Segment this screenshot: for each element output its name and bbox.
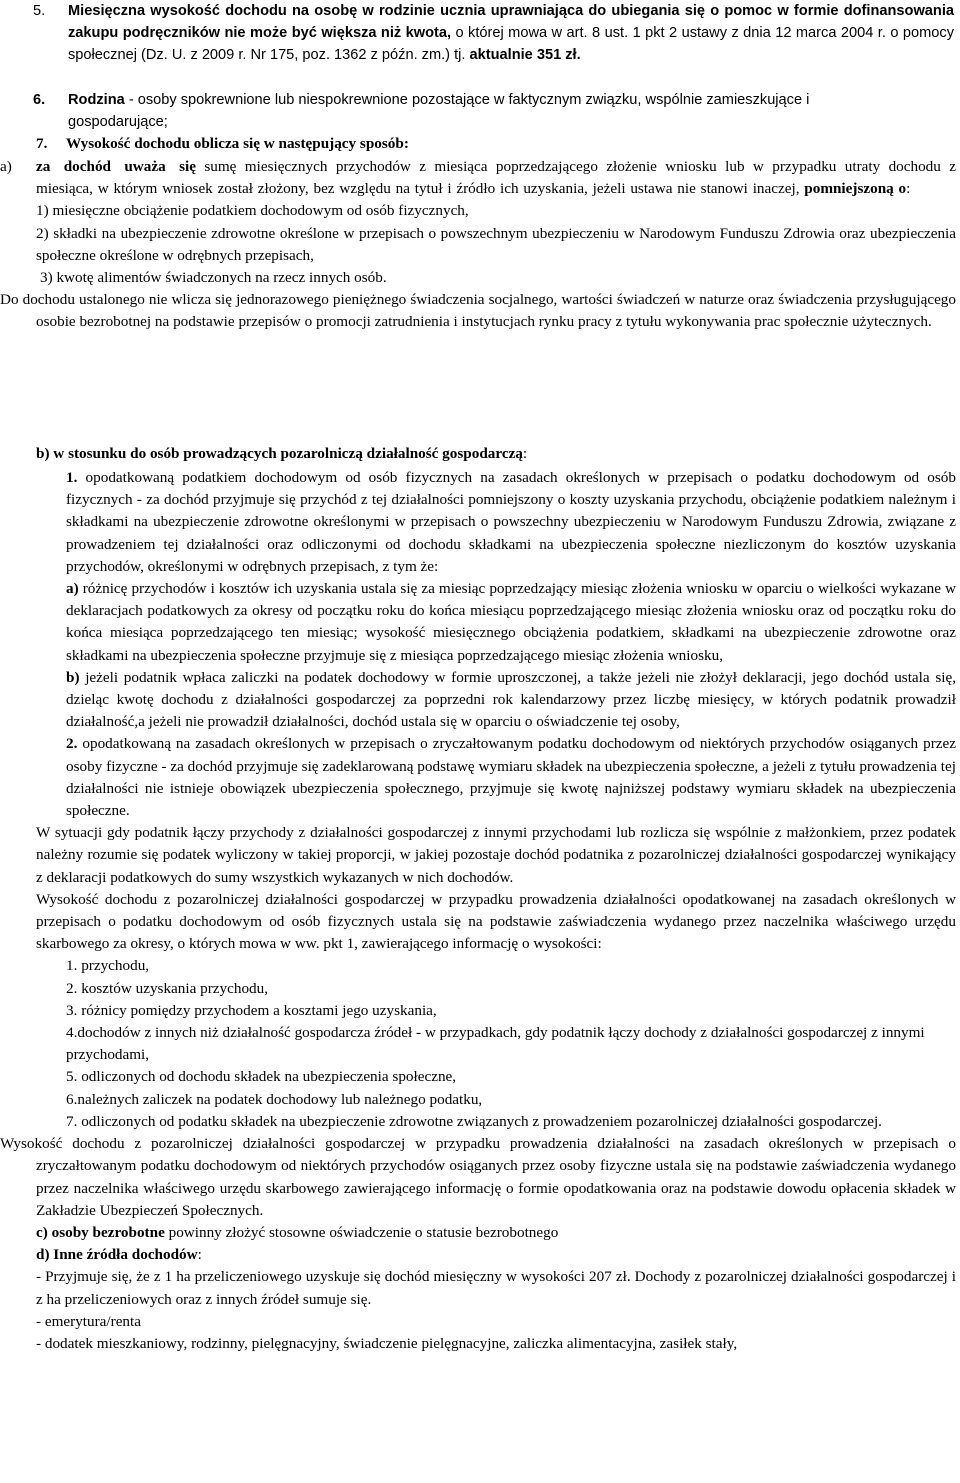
- flat-rate-paragraph: Wysokość dochodu z pozarolniczej działalności gospodarczej w przypadku prowadzenia działalności na zasadach określonych w przepisach o zryczałtowanym podatku dochodowym od niektórych przychodów osiąganych przez osoby fizyczne ustala się na podstawie zaświadczenia wydanego przez naczelnika właściwego urzędu skarbowego zawierającego informację o formie opodatkowania oraz na podstawie dowodu opłacenia składek w Zakładzie Ubezpieczeń Społecznych.: [0, 1135, 956, 1219]
- section-b-point-1: [0, 467, 956, 1355]
- section-d-item-2: - emerytura/renta: [36, 1312, 141, 1330]
- section-a: [0, 156, 956, 334]
- item-5: [0, 0, 954, 67]
- cert-item-5: 5. odliczonych od dochodu składek na ubezpieczenia społeczne,: [66, 1068, 457, 1086]
- section-b-heading-colon: :: [522, 445, 528, 462]
- section-a-label: a): [0, 158, 12, 175]
- section-d-item-1: - Przyjmuje się, że z 1 ha przeliczeniowego uzyskuje się dochód miesięczny w wysokości 207 zł. Dochody z pozarolniczej działalności gospodarczej i z ha przeliczeniowych oraz z innych źródeł sumuje się.: [36, 1268, 956, 1308]
- item-6-number: 6.: [33, 92, 46, 108]
- item-7-heading: Wysokość dochodu oblicza się w następujący sposób:: [66, 135, 409, 152]
- point-1a-body: różnicę przychodów i kosztów ich uzyskania ustala się za miesiąc poprzedzający miesiąc złożenia wniosku w oparciu o wielkości wykazane w deklaracjach podatkowych za okresy od początku roku do końca miesiącu poprzedzającego miesiąc złożenia wniosku oraz od początku roku do końca miesiąca poprzedzającego ten miesiąc; wysokość miesięcznego obciążenia podatkiem, składkami na ubezpieczenie zdrowotne oraz składkami na ubezpieczenia społeczne przyjmuje się z miesiąca poprzedzającego miesiąc złożenia wniosku,: [66, 580, 956, 664]
- section-c: [0, 1222, 956, 1244]
- point-1-body: opodatkowaną podatkiem dochodowym od osób fizycznych na zasadach określonych w przepisach o podatku dochodowym od osób fizycznych - za dochód przyjmuje się przychód z tej działalności pomniejszony o koszty uzyskania przychodu, obciążenie podatkiem należnym i składkami na ubezpieczenie zdrowotne określonymi w przepisach o powszechny ubezpieczeniu w Narodowym Funduszu Zdrowia, związane z prowadzeniem tej działalności oraz odliczonymi od dochodu składkami na ubezpieczenia społeczne niezliczonym do kosztów uzyskania przychodów, określonymi w odrębnych przepisach, z tym że:: [66, 469, 956, 575]
- point-2-number: 2.: [66, 735, 78, 753]
- point-1a-label: a): [66, 580, 79, 598]
- joint-income-paragraph: W sytuacji gdy podatnik łączy przychody z działalności gospodarczej z innymi przychodami lub rozlicza się wspólnie z małżonkiem, przez podatek należny rozumie się podatek wyliczony w takiej proporcji, w jakiej pozostaje dochód podatnika z pozarolniczej działalności gospodarczej wynikający z deklaracji podatkowych do sumy wszystkich wykazanych w nich dochodów.: [36, 824, 956, 886]
- item-5-amount: aktualnie 351 zł.: [469, 47, 581, 64]
- section-b-heading-bold: b) w stosunku do osób prowadzących pozarolniczą działalność gospodarczą: [36, 445, 523, 462]
- item-6-rest: - osoby spokrewnione lub niespokrewnione pozostające w faktycznym związku, wspólnie zamieszkujące i gospodarujące;: [68, 92, 810, 131]
- deduction-2: 2) składki na ubezpieczenie zdrowotne określone w przepisach o powszechnym ubezpieczeniu w Narodowym Funduszu Zdrowia oraz ubezpieczenia społeczne określone w odrębnych przepisach,: [36, 224, 956, 264]
- point-2-body: opodatkowaną na zasadach określonych w przepisach o zryczałtowanym podatku dochodowym od niektórych przychodów osiąganych przez osoby fizyczne - za dochód przyjmuje się zadeklarowaną podstawę wymiaru składek na ubezpieczenia społeczne, a jeżeli z tytułu prowadzenia tej działalności nie istnieje obowiązek ubezpieczenia społecznego, przyjmuje się kwotę najniższej podstawy wymiaru składek na ubezpieczenia społeczne.: [66, 735, 956, 820]
- item-5-number: 5.: [33, 3, 46, 19]
- point-1b-body: jeżeli podatnik wpłaca zaliczki na podatek dochodowy w formie uproszczonej, a także jeżeli nie złożył deklaracji, jego dochód ustala się, dzieląc kwotę dochodu z działalności gospodarczej za poprzedni rok kalendarzowy przez liczbę miesięcy, w których podatnik prowadził działalność,a jeżeli nie prowadził działalności, dochód ustala się w oparciu o oświadczenie tej osoby,: [66, 668, 956, 731]
- section-a-reduced: pomniejszoną o: [804, 180, 907, 198]
- item-5-bold: Miesięczna wysokość dochodu na osobę w rodzinie ucznia uprawniająca do ubiegania się o pomoc w formie dofinansowania zakupu podręczników nie może być większa niż kwota,: [68, 3, 954, 42]
- cert-item-2: 2. kosztów uzyskania przychodu,: [66, 979, 269, 997]
- cert-item-3: 3. różnicy pomiędzy przychodem a kosztami jego uzyskania,: [66, 1001, 437, 1019]
- point-2: [0, 733, 956, 822]
- section-d-bold: d) Inne źródła dochodów: [36, 1246, 198, 1264]
- section-b: [0, 445, 956, 465]
- point-1b-label: b): [66, 668, 80, 686]
- deduction-1: 1) miesięczne obciążenie podatkiem dochodowym od osób fizycznych,: [36, 202, 469, 220]
- cert-item-1: 1. przychodu,: [66, 957, 150, 975]
- section-c-bold: c) osoby bezrobotne: [36, 1223, 165, 1241]
- section-a-colon: :: [906, 180, 911, 198]
- item-6-bold: Rodzina: [68, 92, 125, 108]
- tax-certificate-paragraph: Wysokość dochodu z pozarolniczej działalności gospodarczej w przypadku prowadzenia działalności opodatkowanej na zasadach określonych w przepisach o podatku dochodowym od osób fizycznych ustala się na podstawie zaświadczenia wydanego przez naczelnika właściwego urzędu skarbowego za okresy, o których mowa w ww. pkt 1, zawierającego informację o wysokości:: [36, 890, 956, 953]
- cert-item-4: 4.dochodów z innych niż działalność gospodarcza źródeł - w przypadkach, gdy podatnik łączy dochody z działalności gospodarczej z innymi przychodami,: [66, 1024, 925, 1064]
- section-a-exclusion: Do dochodu ustalonego nie wlicza się jednorazowego pieniężnego świadczenia socjalnego, wartości świadczeń w naturze oraz świadczenia przysługującego osobie bezrobotnej na podstawie przepisów o promocji zatrudnienia i instytucjach rynku pracy z tytułu wykonywania prac społecznie użytecznych.: [0, 291, 956, 331]
- item-5-rest: o której mowa w art. 8 ust. 1 pkt 2 ustawy z dnia 12 marca 2004 r. o pomocy społecznej (Dz. U. z 2009 r. Nr 175, poz. 1362 z późn. zm.) tj.: [68, 25, 954, 64]
- section-a-body: sumę miesięcznych przychodów z miesiąca poprzedzającego złożenie wniosku lub w przypadku utraty dochodu z miesiąca, w którym wniosek został złożony, bez względu na tytuł i źródło ich uzyskania, jeżeli ustawa nie stanowi inaczej,: [36, 158, 956, 198]
- item-7-number: 7.: [36, 135, 48, 152]
- point-1-text: [0, 467, 956, 578]
- point-1a: [0, 578, 956, 667]
- section-a-text: [0, 156, 956, 200]
- point-1-number: 1.: [66, 469, 78, 486]
- cert-item-7: 7. odliczonych od podatku składek na ubezpieczenie zdrowotne związanych z prowadzeniem pozarolniczej działalności gospodarczej.: [66, 1112, 882, 1130]
- item-6-text: [0, 89, 900, 133]
- section-d-heading: [0, 1244, 956, 1266]
- section-d-item-3: - dodatek mieszkaniowy, rodzinny, pielęgnacyjny, świadczenie pielęgnacyjne, zaliczka alimentacyjna, zasiłek stały,: [36, 1334, 738, 1352]
- section-a-lead: za dochód uważa się: [36, 158, 196, 175]
- section-d-colon: :: [197, 1246, 202, 1264]
- deduction-3: 3) kwotę alimentów świadczonych na rzecz innych osób.: [40, 269, 387, 287]
- item-5-text: [0, 0, 954, 67]
- point-1b: [0, 667, 956, 734]
- section-b-heading: [0, 443, 956, 465]
- cert-item-6: 6.należnych zaliczek na podatek dochodowy lub należnego podatku,: [66, 1090, 483, 1108]
- item-6: [0, 89, 900, 133]
- section-c-text: powinny złożyć stosowne oświadczenie o statusie bezrobotnego: [164, 1223, 559, 1241]
